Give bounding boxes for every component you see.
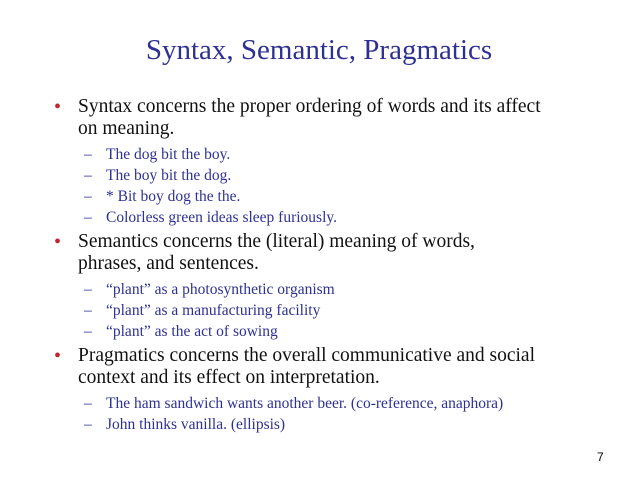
slide-content [48,96,608,438]
sub-list-semantics [48,279,608,342]
sub-item [48,300,608,321]
bullet-icon: • [54,345,62,367]
dash-icon: – [84,395,92,412]
sub-item-text: Colorless green ideas sleep furiously. [106,209,338,226]
sub-list-pragmatics [48,393,608,435]
page-number: 7 [597,450,604,464]
sub-item [48,186,608,207]
sub-item-text: “plant” as the act of sowing [106,323,278,340]
sub-item [48,393,608,414]
sub-list-syntax [48,144,608,228]
sub-item [48,165,608,186]
bullet-text-line: on meaning. [78,118,175,139]
sub-item-text: The dog bit the boy. [106,146,231,163]
bullet-icon: • [54,96,62,118]
dash-icon: – [84,146,92,163]
sub-item [48,414,608,435]
sub-item-text: * Bit boy dog the the. [106,188,241,205]
bullet-text-line: phrases, and sentences. [78,253,259,274]
bullet-pragmatics [48,345,608,389]
sub-item-text: “plant” as a manufacturing facility [106,302,321,319]
bullet-syntax [48,96,608,140]
sub-item [48,144,608,165]
dash-icon: – [84,281,92,298]
bullet-text-line: Semantics concerns the (literal) meaning of words, [78,231,475,252]
sub-item [48,279,608,300]
dash-icon: – [84,188,92,205]
dash-icon: – [84,323,92,340]
sub-item-text: The boy bit the dog. [106,167,232,184]
sub-item-text: “plant” as a photosynthetic organism [106,281,335,298]
bullet-text-line: Pragmatics concerns the overall communicative and social [78,345,536,366]
sub-item-text: The ham sandwich wants another beer. (co-reference, anaphora) [106,395,504,412]
sub-item [48,207,608,228]
sub-item [48,321,608,342]
bullet-text-line: context and its effect on interpretation. [78,367,380,388]
bullet-text-line: Syntax concerns the proper ordering of words and its affect [78,96,541,117]
bullet-semantics [48,231,608,275]
sub-item-text: John thinks vanilla. (ellipsis) [106,416,286,433]
dash-icon: – [84,167,92,184]
dash-icon: – [84,302,92,319]
bullet-icon: • [54,231,62,253]
slide-title: Syntax, Semantic, Pragmatics [145,34,493,66]
dash-icon: – [84,416,92,433]
dash-icon: – [84,209,92,226]
